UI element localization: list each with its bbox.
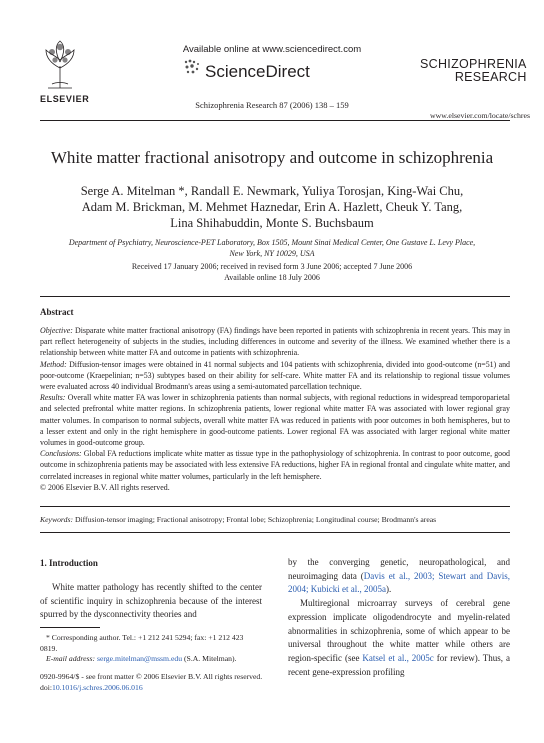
conclusions-text: Global FA reductions implicate white matter as tissue type in the pathophysiology of schizophrenia. In contrast to poor outcome, good outcome in schizophrenia patients may be associated with less extensive FA reductions, higher FA in regional frontal and cingulate white matter, and correlated increases in regional white matter volumes, particularly in the left hemisphere. xyxy=(40,449,510,481)
email-line xyxy=(40,654,262,665)
section-heading: 1. Introduction xyxy=(40,558,98,568)
journal-url-link[interactable]: www.elsevier.com/locate/schres xyxy=(430,111,530,120)
author-list xyxy=(60,183,484,231)
email-link[interactable]: serge.mitelman@mssm.edu xyxy=(96,654,183,663)
elsevier-tree-logo-icon xyxy=(40,38,80,90)
article-dates xyxy=(60,262,484,283)
intro-right-paragraph-1 xyxy=(288,556,510,597)
issn-doi-block xyxy=(40,672,280,693)
intro-left-paragraph: White matter pathology has recently shifted to the center of scientific inquiry in schizophrenia because of the interest spurred by the dysconnectivity theories and xyxy=(40,582,262,620)
intro-right-paragraph-2 xyxy=(288,597,510,679)
journal-citation: Schizophrenia Research 87 (2006) 138 – 159 xyxy=(195,100,349,110)
available-online-date: Available online 18 July 2006 xyxy=(224,272,320,282)
conclusions-label: Conclusions: xyxy=(40,449,82,459)
sciencedirect-brand: ScienceDirect xyxy=(205,62,310,81)
results-label: Results: xyxy=(40,393,66,403)
journal-logo-line2: RESEARCH xyxy=(454,70,527,84)
results-text: Overall white matter FA was lower in schizophrenia patients than normal subjects, with regional reductions in widespread temporoparietal and selected prefrontal white matter regions. In schizophrenia patients, lower regional white matter FA was associated with lower regional gray matter volumes. In comparison to normal subjects, overall white matter FA was reduced in patients with poor outcomes in both hemispheres, but to a lesser extent and only in the right hemisphere in good-outcome patients. Lower regional FA was associated with larger regional white matter volumes in good-outcome group. xyxy=(40,393,510,448)
keywords-text: Diffusion-tensor imaging; Fractional anisotropy; Frontal lobe; Schizophrenia; Longitudinal course; Brodmann's areas xyxy=(73,515,437,524)
header-rule xyxy=(40,120,510,121)
keywords-top-rule xyxy=(40,506,510,507)
citation-link-katsel[interactable]: Katsel et al., 2005c xyxy=(362,652,434,663)
authors-line-2: Adam M. Brickman, M. Mehmet Haznedar, Erin A. Hazlett, Cheuk Y. Tang, xyxy=(81,200,463,214)
right-p1-end: ). xyxy=(385,584,392,595)
keywords xyxy=(40,515,510,524)
affiliation-line-2: New York, NY 10029, USA xyxy=(229,249,315,258)
keywords-label: Keywords: xyxy=(40,515,74,524)
doi-label: doi: xyxy=(40,682,52,692)
method-label: Method: xyxy=(40,359,67,369)
article-title: White matter fractional anisotropy and outcome in schizophrenia xyxy=(50,148,494,167)
received-dates: Received 17 January 2006; received in revised form 3 June 2006; accepted 7 June 2006 xyxy=(131,262,413,271)
email-label: E-mail address: xyxy=(46,654,97,663)
issn-line: 0920-9964/$ - see front matter © 2006 Elsevier B.V. All rights reserved. xyxy=(40,672,263,681)
right-p2-text: Multiregional microarray surveys of cerebral gene expression implicate oligodendrocyte and myelin-related abnormalities in schizophrenia, some of which appear to be universal throughout the white matter while others are region-specific (see xyxy=(288,598,510,663)
abstract-results xyxy=(40,392,510,448)
abstract-top-rule xyxy=(40,296,510,297)
authors-line-1: Serge A. Mitelman *, Randall E. Newmark, Yuliya Torosjan, King-Wai Chu, xyxy=(80,184,464,198)
citation-link-davis[interactable]: Davis et al., 2003; Stewart and Davis, 2004; Kubicki et al., 2005a xyxy=(288,570,510,595)
email-suffix: (S.A. Mitelman). xyxy=(182,654,237,663)
doi-line xyxy=(40,683,280,694)
abstract-heading: Abstract xyxy=(40,307,74,317)
journal-logo-line1: SCHIZOPHRENIA xyxy=(420,57,527,71)
journal-logo xyxy=(420,58,527,84)
doi-link[interactable]: 10.1016/j.schres.2006.06.016 xyxy=(51,682,143,692)
right-p2-end: for review). Thus, a recent gene-expression profiling xyxy=(288,652,510,677)
abstract-copyright: © 2006 Elsevier B.V. All rights reserved. xyxy=(40,482,170,492)
abstract-method xyxy=(40,359,510,393)
objective-text: Disparate white matter fractional anisotropy (FA) findings have been reported in patients with schizophrenia in recent years. This may in part reflect heterogeneity of subjects in the studies, including differences in outcome and severity of the illness. We examined whether there is a relationship between white matter FA and outcome in patients with schizophrenia. xyxy=(40,326,510,358)
available-online-text: Available online at www.sciencedirect.com xyxy=(182,44,362,55)
intro-right-column xyxy=(288,556,510,679)
corresponding-author-footnote xyxy=(40,633,262,665)
keywords-bottom-rule xyxy=(40,532,510,533)
affiliation-line-1: Department of Psychiatry, Neuroscience-PET Laboratory, Box 1505, Mount Sinai Medical Center, One Gustave L. Levy Place, xyxy=(68,238,476,247)
abstract-body xyxy=(40,325,510,493)
authors-line-3: Lina Shihabuddin, Monte S. Buchsbaum xyxy=(170,216,374,230)
method-text: Diffusion-tensor images were obtained in 41 normal subjects and 104 patients with schizophrenia, divided into good-outcome (n=51) and poor-outcome (Kraepelinian; n=53) subtypes based on their ability for self-care. White matter FA and its relationship to regional tissue volumes were evaluated across 40 individual Brodmann's areas using a semi-automated parcellation technique. xyxy=(40,359,510,392)
right-p1-text: by the converging genetic, neuropathological, and neuroimaging data ( xyxy=(288,557,510,581)
abstract-objective xyxy=(40,325,510,359)
corresponding-author-text: * Corresponding author. Tel.: +1 212 241 5294; fax: +1 212 423 0819. xyxy=(40,633,244,653)
affiliation xyxy=(60,237,484,259)
objective-label: Objective: xyxy=(40,326,73,335)
footnote-rule xyxy=(40,627,100,628)
publisher-name: ELSEVIER xyxy=(40,94,90,104)
abstract-conclusions xyxy=(40,448,510,482)
sciencedirect-logo-icon xyxy=(183,58,201,76)
